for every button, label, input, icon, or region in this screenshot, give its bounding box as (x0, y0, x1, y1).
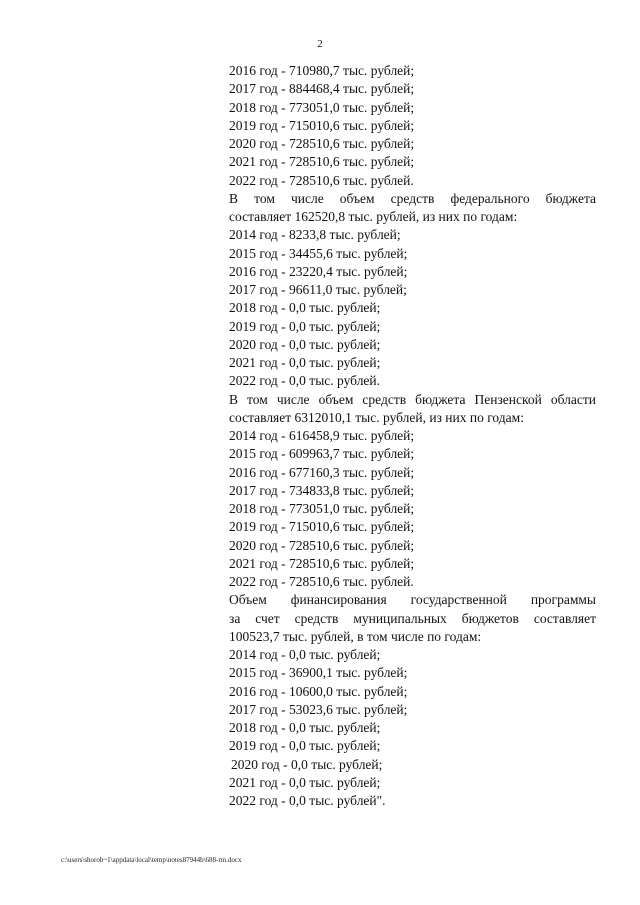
page-number: 2 (317, 38, 323, 50)
text-line: 2020 год - 0,0 тыс. рублей; (229, 336, 381, 352)
text-line: составляет 6312010,1 тыс. рублей, из них по годам: (229, 409, 524, 425)
text-line: 2019 год - 715010,6 тыс. рублей; (229, 117, 415, 133)
text-line: 2019 год - 715010,6 тыс. рублей; (229, 519, 415, 535)
text-line: 2021 год - 0,0 тыс. рублей; (229, 355, 381, 370)
text-line: 2021 год - 0,0 тыс. рублей; (229, 774, 381, 790)
text-line: 2022 год - 0,0 тыс. рублей". (229, 793, 386, 808)
text-line: 2019 год - 0,0 тыс. рублей; (229, 318, 381, 334)
footer-file-path: c:\users\shorob~1\appdata\local\temp\notes87944b\688-rm.docx (61, 856, 242, 864)
text-line: Объем финансирования государственной программы (229, 592, 596, 608)
text-line: 2020 год - 0,0 тыс. рублей; (231, 756, 383, 772)
text-line: 100523,7 тыс. рублей, в том числе по годам: (229, 628, 482, 644)
text-line: 2022 год - 728510,6 тыс. рублей. (229, 172, 414, 188)
text-line: 2019 год - 0,0 тыс. рублей; (229, 738, 381, 754)
text-line: 2022 год - 0,0 тыс. рублей. (229, 373, 381, 389)
text-line: 2018 год - 773051,0 тыс. рублей; (229, 501, 415, 516)
text-line: 2014 год - 0,0 тыс. рублей; (229, 647, 381, 662)
text-line: 2020 год - 728510,6 тыс. рублей; (229, 537, 415, 553)
text-line: 2021 год - 728510,6 тыс. рублей; (229, 154, 415, 170)
text-line: 2015 год - 36900,1 тыс. рублей; (229, 665, 408, 681)
text-line: 2017 год - 734833,8 тыс. рублей; (229, 482, 415, 498)
text-line: 2016 год - 677160,3 тыс. рублей; (229, 464, 415, 480)
text-line: 2017 год - 884468,4 тыс. рублей; (229, 81, 415, 97)
text-line: 2017 год - 53023,6 тыс. рублей; (229, 701, 408, 717)
text-line: 2016 год - 710980,7 тыс. рублей; (229, 63, 415, 78)
text-line: 2022 год - 728510,6 тыс. рублей. (229, 574, 414, 589)
text-line: 2017 год - 96611,0 тыс. рублей; (229, 282, 407, 297)
text-line: В том числе объем средств федерального бюджета (229, 190, 596, 206)
text-line: 2014 год - 8233,8 тыс. рублей; (229, 227, 401, 243)
text-line: 2018 год - 0,0 тыс. рублей; (229, 300, 381, 316)
document-body (229, 62, 596, 810)
text-line: 2021 год - 728510,6 тыс. рублей; (229, 555, 415, 571)
text-line: составляет 162520,8 тыс. рублей, из них по годам: (229, 209, 518, 224)
text-line: 2015 год - 609963,7 тыс. рублей; (229, 446, 415, 462)
text-line: 2020 год - 728510,6 тыс. рублей; (229, 136, 415, 151)
text-line: В том числе объем средств бюджета Пензенской области (229, 391, 596, 407)
text-line: 2014 год - 616458,9 тыс. рублей; (229, 428, 415, 443)
text-line: 2015 год - 34455,6 тыс. рублей; (229, 245, 408, 261)
text-line: 2018 год - 773051,0 тыс. рублей; (229, 99, 415, 115)
text-line: за счет средств муниципальных бюджетов составляет (229, 610, 596, 626)
text-line: 2018 год - 0,0 тыс. рублей; (229, 720, 381, 735)
text-line: 2016 год - 23220,4 тыс. рублей; (229, 263, 408, 279)
text-line: 2016 год - 10600,0 тыс. рублей; (229, 683, 408, 699)
